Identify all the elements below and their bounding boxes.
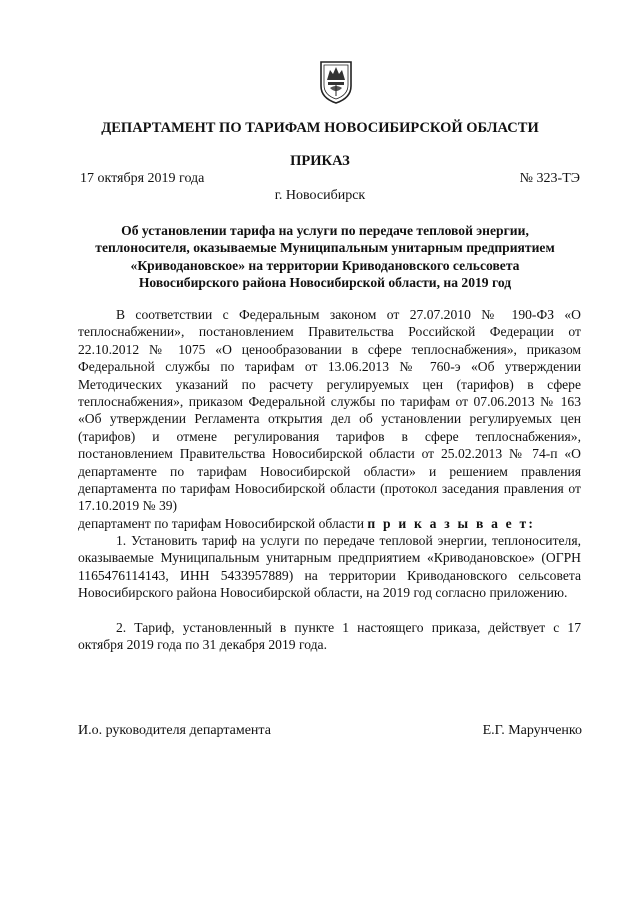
decide-line <box>78 515 581 532</box>
order-city: г. Новосибирск <box>274 188 366 203</box>
order-title: ПРИКАЗ <box>290 153 350 169</box>
coat-of-arms-icon <box>318 58 354 104</box>
decide-word: п р и к а з ы в а е т: <box>367 516 536 531</box>
item-1-paragraph: 1. Установить тариф на услуги по передаче тепловой энергии, теплоносителя, оказываемые Муниципальным унитарным предприятием «Криводановское» (ОГРН 1165476114143, ИНН 5433957889) на территории Криводановского сельсовета Новосибирского района Новосибирской области, на 2019 год согласно приложению. <box>78 533 581 601</box>
department-title: ДЕПАРТАМЕНТ ПО ТАРИФАМ НОВОСИБИРСКОЙ ОБЛАСТИ <box>101 120 539 136</box>
signatory-name: Е.Г. Марунченко <box>482 723 582 738</box>
decide-prefix: департамент по тарифам Новосибирской области <box>78 516 368 531</box>
signatory-role: И.о. руководителя департамента <box>78 723 271 738</box>
preamble-paragraph: В соответствии с Федеральным законом от 27.07.2010 № 190-ФЗ «О теплоснабжении», постановлением Правительства Российской Федерации от 22.10.2012 № 1075 «О ценообразовании в сфере теплоснабжения», приказом Федеральной службы по тарифам от 13.06.2013 № 760-э «Об утверждении Методических указаний по расчету регулируемых цен (тарифов) в сфере теплоснабжения», приказом Федеральной службы по тарифам от 07.06.2013 № 163 «Об утверждении Регламента открытия дел об установлении регулируемых цен (тарифов) и отмене регулирования тарифов в сфере теплоснабжения», постановлением Правительства Новосибирской области от 25.02.2013 № 74-п «О департаменте по тарифам Новосибирской области» и решением правления департамента по тарифам Новосибирской области (протокол заседания правления от 17.10.2019 № 39) <box>78 307 581 514</box>
order-date: 17 октября 2019 года <box>80 171 205 186</box>
order-number: № 323-ТЭ <box>519 171 580 186</box>
item-2-paragraph: 2. Тариф, установленный в пункте 1 настоящего приказа, действует с 17 октября 2019 года по 31 декабря 2019 года. <box>78 620 581 653</box>
order-subject: Об установлении тарифа на услуги по передаче тепловой энергии, теплоносителя, оказываемые Муниципальным унитарным предприятием «Криводановское» на территории Криводановского сельсовета Новосибирского района Новосибирской области, на 2019 год <box>95 223 555 290</box>
